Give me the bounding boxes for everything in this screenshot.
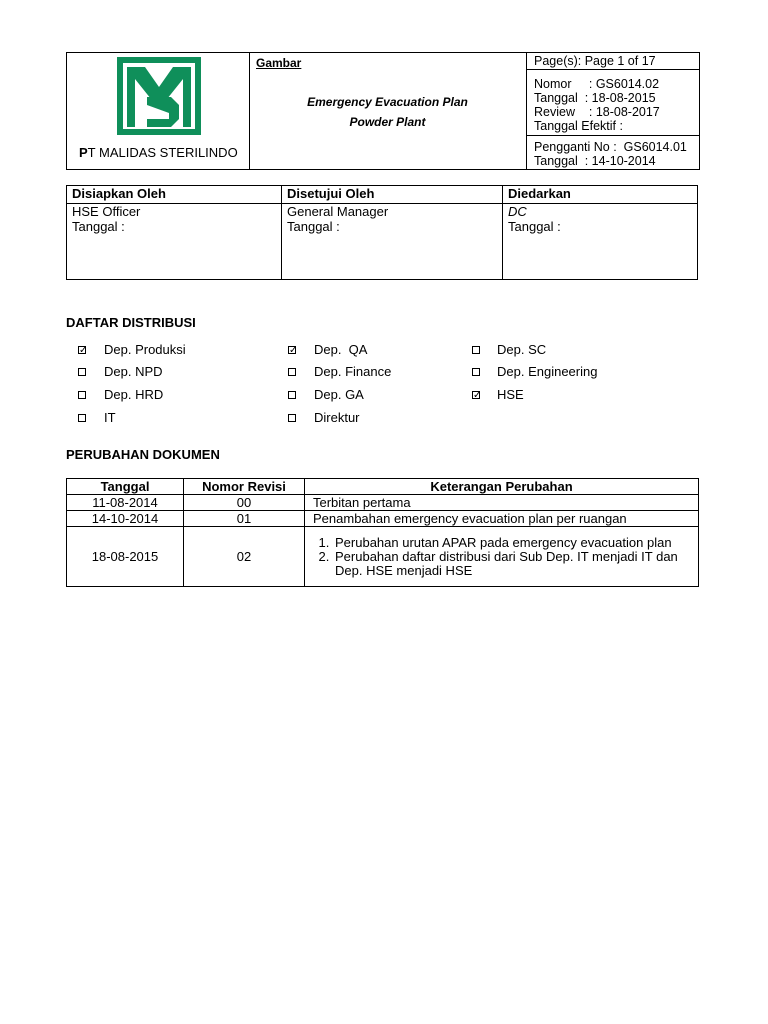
doc-subtitle: Powder Plant: [349, 115, 426, 129]
page-count: Page(s): Page 1 of 17: [534, 54, 656, 68]
list-item: 2. Perubahan daftar distribusi dari Sub Dep. IT menjadi IT dan Dep. HSE menjadi HSE: [333, 550, 682, 578]
doc-number: Nomor : GS6014.02: [534, 77, 660, 91]
distribution-item-label: Dep. SC: [497, 342, 547, 357]
approval-cell: HSE Officer Tanggal :: [67, 204, 282, 280]
checked-box-icon[interactable]: ✓: [289, 345, 298, 356]
distribution-item-label: HSE: [497, 387, 524, 402]
approval-table: [66, 185, 698, 280]
table-row: 18-08-2015 02 1. Perubahan urutan APAR pada emergency evacuation plan 2. Perubahan daftar distribusi dari Sub Dep. IT menjadi IT dan Dep. HSE menjadi HSE: [67, 527, 699, 587]
doc-date: Tanggal : 18-08-2015: [534, 91, 656, 105]
replacement-date: Tanggal : 14-10-2014: [534, 154, 656, 168]
approval-heading: Disiapkan Oleh: [67, 186, 282, 204]
unchecked-box-icon[interactable]: [472, 368, 480, 376]
table-row: 14-10-2014 01 Penambahan emergency evacuation plan per ruangan: [67, 511, 699, 527]
company-logo: [117, 57, 201, 135]
distribution-heading: DAFTAR DISTRIBUSI: [66, 315, 196, 330]
distribution-item-label: Dep. HRD: [104, 387, 164, 402]
distribution-item-label: Dep. Engineering: [497, 364, 598, 379]
doc-category: Gambar: [256, 56, 302, 70]
distribution-item-label: Direktur: [314, 410, 360, 425]
unchecked-box-icon[interactable]: [78, 368, 86, 376]
company-name: PT MALIDAS STERILINDO: [79, 145, 238, 160]
list-item: 1. Perubahan urutan APAR pada emergency evacuation plan: [333, 536, 682, 550]
approval-cell: DC Tanggal :: [503, 204, 698, 280]
doc-review: Review : 18-08-2017: [534, 105, 660, 119]
approval-cell: General Manager Tanggal :: [282, 204, 503, 280]
approval-heading: Diedarkan: [503, 186, 698, 204]
column-header: Tanggal: [67, 479, 184, 495]
unchecked-box-icon[interactable]: [472, 346, 480, 354]
revision-table: [66, 478, 699, 587]
document-header: [66, 52, 700, 170]
doc-effective-date: Tanggal Efektif :: [534, 119, 623, 133]
unchecked-box-icon[interactable]: [288, 368, 296, 376]
table-row: 11-08-2014 00 Terbitan pertama: [67, 495, 699, 511]
column-header: Nomor Revisi: [184, 479, 305, 495]
distribution-item-label: Dep. NPD: [104, 364, 163, 379]
unchecked-box-icon[interactable]: [78, 414, 86, 422]
doc-title: Emergency Evacuation Plan: [307, 95, 468, 109]
distribution-item-label: Dep. Finance: [314, 364, 392, 379]
unchecked-box-icon[interactable]: [288, 391, 296, 399]
distribution-item-label: IT: [104, 410, 116, 425]
distribution-item-label: Dep. QA: [314, 342, 368, 357]
checked-box-icon[interactable]: ✓: [79, 345, 88, 356]
unchecked-box-icon[interactable]: [288, 414, 296, 422]
distribution-item-label: Dep. Produksi: [104, 342, 186, 357]
changes-heading: PERUBAHAN DOKUMEN: [66, 447, 220, 462]
approval-heading: Disetujui Oleh: [282, 186, 503, 204]
unchecked-box-icon[interactable]: [78, 391, 86, 399]
distribution-item-label: Dep. GA: [314, 387, 364, 402]
column-header: Keterangan Perubahan: [305, 479, 699, 495]
checked-box-icon[interactable]: ✓: [473, 390, 482, 401]
replacement-number: Pengganti No : GS6014.01: [534, 140, 687, 154]
